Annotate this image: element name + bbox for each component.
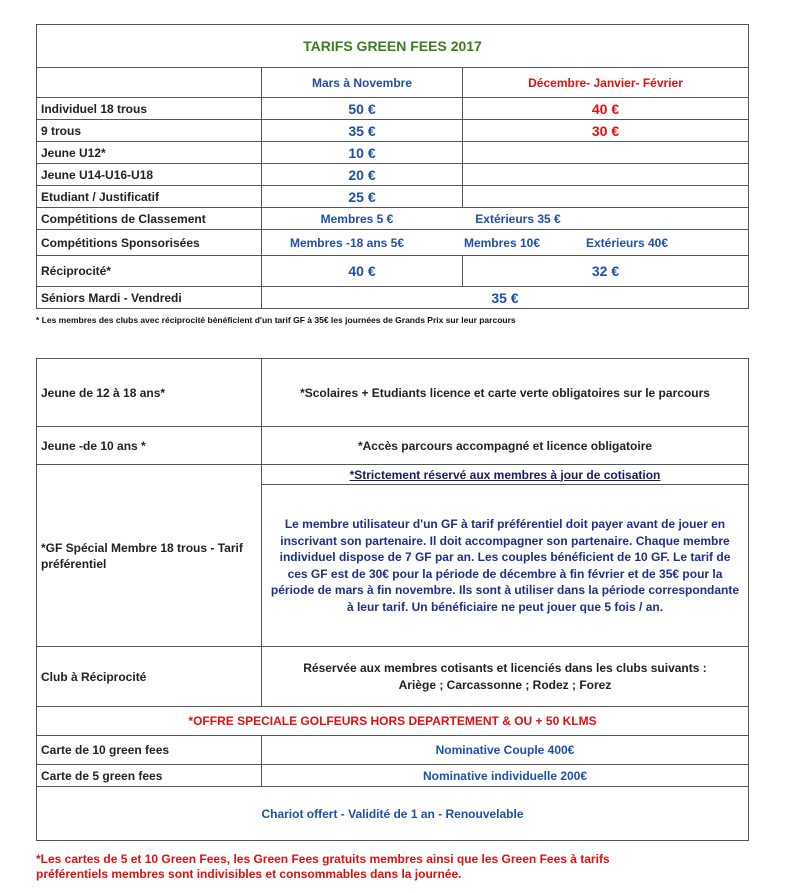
price-a: 20 €: [262, 164, 463, 186]
gf-special-header: *Strictement réservé aux membres à jour de cotisation: [262, 465, 749, 485]
club-reciprocite-label: Club à Réciprocité: [37, 647, 262, 707]
seniors-price: 35 €: [262, 287, 749, 309]
tarifs-table: [36, 24, 748, 309]
club-reciprocite-text: Réservée aux membres cotisants et licenciés dans les clubs suivants : Ariège ; Carcassonne ; Rodez ; Forez: [262, 647, 749, 707]
chariot-offert: Chariot offert - Validité de 1 an - Renouvelable: [37, 787, 749, 841]
price-b: 30 €: [463, 120, 749, 142]
competitions-classement-label: Compétitions de Classement: [37, 208, 262, 230]
competitions-classement-outside: Extérieurs 35 €: [475, 211, 561, 226]
price-b: [463, 142, 749, 164]
competitions-classement-members: Membres 5 €: [320, 211, 394, 226]
row-label: Etudiant / Justificatif: [37, 186, 262, 208]
reciprocite-b: 32 €: [463, 256, 749, 287]
jeune-10-label: Jeune -de 10 ans *: [37, 427, 262, 465]
competitions-sponsorisees-outside: Extérieurs 40€: [585, 235, 669, 250]
price-b: [463, 186, 749, 208]
seniors-label: Séniors Mardi - Vendredi: [37, 287, 262, 309]
price-b: [463, 164, 749, 186]
price-a: 10 €: [262, 142, 463, 164]
competitions-sponsorisees-u18: Membres -18 ans 5€: [289, 235, 405, 250]
season-decembre-fevrier: Décembre- Janvier- Février: [463, 68, 749, 98]
cards-note: *Les cartes de 5 et 10 Green Fees, les Green Fees gratuits membres ainsi que les Green Fees à tarifs préférentiels membres sont indivisibles et consommables dans la journée.: [36, 852, 610, 881]
carte-10-text: Nominative Couple 400€: [262, 736, 749, 765]
price-a: 25 €: [262, 186, 463, 208]
price-b: 40 €: [463, 98, 749, 120]
offre-speciale: *OFFRE SPECIALE GOLFEURS HORS DEPARTEMENT & OU + 50 KLMS: [37, 707, 749, 736]
jeune-12-18-label: Jeune de 12 à 18 ans*: [37, 359, 262, 427]
jeune-10-text: *Accès parcours accompagné et licence obligatoire: [262, 427, 749, 465]
row-label: 9 trous: [37, 120, 262, 142]
competitions-sponsorisees-label: Compétitions Sponsorisées: [37, 230, 262, 256]
reciprocite-label: Réciprocité*: [37, 256, 262, 287]
table-title: TARIFS GREEN FEES 2017: [37, 25, 749, 68]
gf-special-text: Le membre utilisateur d'un GF à tarif préférentiel doit payer avant de jouer en inscrivant son partenaire. Il doit accompagner son partenaire. Chaque membre individuel dispose de 7 GF par an. Les couples bénéficient de 10 GF. Le tarif de ces GF est de 30€ pour la période de décembre à fin février et de 35€ pour la période de mars à fin novembre. Ils sont à utiliser dans la période correspondante à leur tarif. Un bénéficiaire ne peut jouer que 5 fois / an.: [262, 485, 749, 647]
carte-10-label: Carte de 10 green fees: [37, 736, 262, 765]
carte-5-label: Carte de 5 green fees: [37, 765, 262, 787]
competitions-sponsorisees-members: Membres 10€: [463, 235, 541, 250]
reciprocite-note: * Les membres des clubs avec réciprocité bénéficient d'un tarif GF à 35€ les journées de Grands Prix sur leur parcours: [36, 315, 516, 325]
price-a: 35 €: [262, 120, 463, 142]
carte-5-text: Nominative individuelle 200€: [262, 765, 749, 787]
row-label: Jeune U14-U16-U18: [37, 164, 262, 186]
row-label: Jeune U12*: [37, 142, 262, 164]
row-label: Individuel 18 trous: [37, 98, 262, 120]
price-a: 50 €: [262, 98, 463, 120]
gf-special-label: *GF Spécial Membre 18 trous - Tarif préférentiel: [37, 465, 262, 647]
season-mars-novembre: Mars à Novembre: [262, 68, 463, 98]
reciprocite-a: 40 €: [262, 256, 463, 287]
jeune-12-18-text: *Scolaires + Etudiants licence et carte verte obligatoires sur le parcours: [262, 359, 749, 427]
conditions-table: [36, 358, 748, 841]
